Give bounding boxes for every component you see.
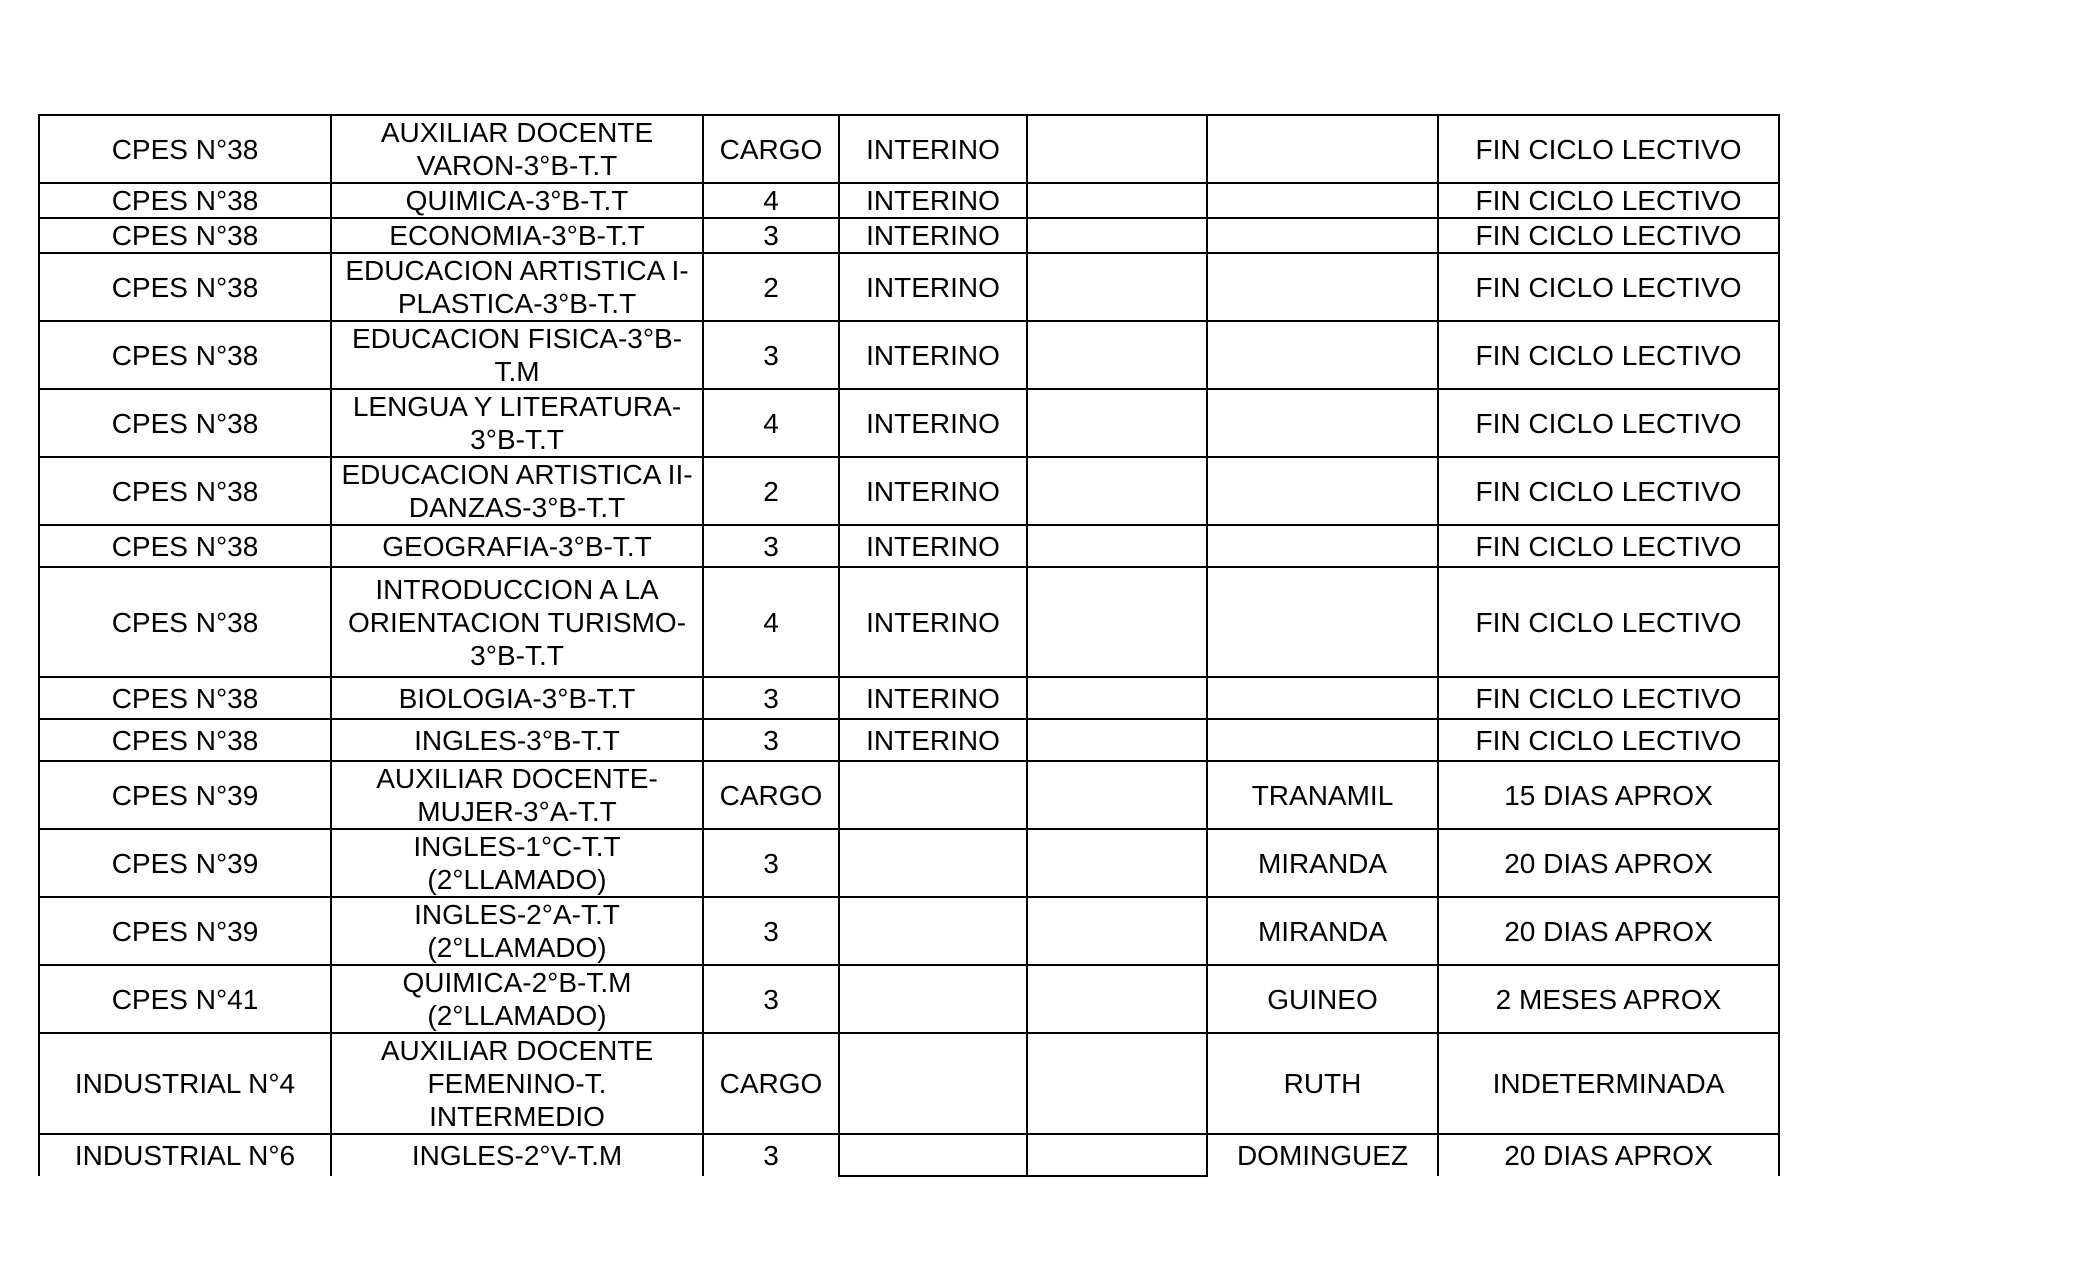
table-row <box>39 829 1779 897</box>
status-cell <box>839 965 1027 1033</box>
hours-cell: 3 <box>703 677 839 719</box>
table-row <box>39 321 1779 389</box>
subject-cell: AUXILIAR DOCENTE- MUJER-3°A-T.T <box>331 761 703 829</box>
hours-cell: 3 <box>703 719 839 761</box>
empty-cell <box>1027 761 1207 829</box>
empty-cell <box>1027 677 1207 719</box>
school-cell: CPES N°38 <box>39 457 331 525</box>
subject-cell: INGLES-2°V-T.M <box>331 1134 703 1176</box>
school-cell: INDUSTRIAL N°4 <box>39 1033 331 1134</box>
hours-cell: 2 <box>703 253 839 321</box>
teacher-cell: MIRANDA <box>1207 829 1438 897</box>
teacher-cell <box>1207 719 1438 761</box>
empty-cell <box>1027 719 1207 761</box>
table-row <box>39 457 1779 525</box>
empty-cell <box>1027 1134 1207 1176</box>
table-row <box>39 183 1779 218</box>
table-body <box>39 115 1779 1176</box>
empty-cell <box>1027 567 1207 677</box>
empty-cell <box>1027 183 1207 218</box>
subject-cell: AUXILIAR DOCENTE FEMENINO-T. INTERMEDIO <box>331 1033 703 1134</box>
teacher-cell: DOMINGUEZ <box>1207 1134 1438 1176</box>
status-cell: INTERINO <box>839 115 1027 183</box>
teacher-cell <box>1207 253 1438 321</box>
hours-cell: 3 <box>703 1134 839 1176</box>
school-cell: CPES N°38 <box>39 115 331 183</box>
status-cell <box>839 1033 1027 1134</box>
duration-cell: FIN CICLO LECTIVO <box>1438 253 1779 321</box>
duration-cell: 20 DIAS APROX <box>1438 829 1779 897</box>
table-row <box>39 115 1779 183</box>
school-cell: CPES N°41 <box>39 965 331 1033</box>
duration-cell: 15 DIAS APROX <box>1438 761 1779 829</box>
spreadsheet-page <box>38 114 1778 1177</box>
status-cell: INTERINO <box>839 677 1027 719</box>
teacher-cell: TRANAMIL <box>1207 761 1438 829</box>
duration-cell: FIN CICLO LECTIVO <box>1438 677 1779 719</box>
duration-cell: FIN CICLO LECTIVO <box>1438 321 1779 389</box>
table-row <box>39 389 1779 457</box>
hours-cell: 3 <box>703 829 839 897</box>
school-cell: CPES N°38 <box>39 719 331 761</box>
hours-cell: 2 <box>703 457 839 525</box>
status-cell: INTERINO <box>839 719 1027 761</box>
subject-cell: LENGUA Y LITERATURA- 3°B-T.T <box>331 389 703 457</box>
hours-cell: CARGO <box>703 115 839 183</box>
duration-cell: FIN CICLO LECTIVO <box>1438 183 1779 218</box>
school-cell: CPES N°39 <box>39 897 331 965</box>
empty-cell <box>1027 253 1207 321</box>
status-cell: INTERINO <box>839 525 1027 567</box>
school-cell: CPES N°38 <box>39 321 331 389</box>
hours-cell: 3 <box>703 321 839 389</box>
status-cell <box>839 897 1027 965</box>
teacher-cell: GUINEO <box>1207 965 1438 1033</box>
table-row <box>39 761 1779 829</box>
duration-cell: FIN CICLO LECTIVO <box>1438 389 1779 457</box>
status-cell: INTERINO <box>839 321 1027 389</box>
hours-cell: CARGO <box>703 1033 839 1134</box>
hours-cell: 3 <box>703 897 839 965</box>
empty-cell <box>1027 1033 1207 1134</box>
table-row <box>39 965 1779 1033</box>
vacancy-table <box>38 114 1780 1177</box>
empty-cell <box>1027 965 1207 1033</box>
empty-cell <box>1027 389 1207 457</box>
empty-cell <box>1027 218 1207 253</box>
teacher-cell <box>1207 321 1438 389</box>
empty-cell <box>1027 829 1207 897</box>
status-cell: INTERINO <box>839 389 1027 457</box>
empty-cell <box>1027 897 1207 965</box>
school-cell: CPES N°38 <box>39 567 331 677</box>
subject-cell: EDUCACION ARTISTICA II- DANZAS-3°B-T.T <box>331 457 703 525</box>
subject-cell: AUXILIAR DOCENTE VARON-3°B-T.T <box>331 115 703 183</box>
school-cell: CPES N°38 <box>39 218 331 253</box>
table-row <box>39 525 1779 567</box>
school-cell: CPES N°38 <box>39 677 331 719</box>
status-cell: INTERINO <box>839 218 1027 253</box>
teacher-cell <box>1207 525 1438 567</box>
school-cell: INDUSTRIAL N°6 <box>39 1134 331 1176</box>
duration-cell: FIN CICLO LECTIVO <box>1438 719 1779 761</box>
empty-cell <box>1027 321 1207 389</box>
teacher-cell <box>1207 389 1438 457</box>
table-row <box>39 1033 1779 1134</box>
status-cell <box>839 1134 1027 1176</box>
subject-cell: GEOGRAFIA-3°B-T.T <box>331 525 703 567</box>
table-row <box>39 1134 1779 1176</box>
school-cell: CPES N°39 <box>39 761 331 829</box>
school-cell: CPES N°38 <box>39 389 331 457</box>
subject-cell: INGLES-2°A-T.T (2°LLAMADO) <box>331 897 703 965</box>
status-cell <box>839 761 1027 829</box>
subject-cell: INGLES-3°B-T.T <box>331 719 703 761</box>
empty-cell <box>1027 115 1207 183</box>
duration-cell: 20 DIAS APROX <box>1438 897 1779 965</box>
table-row <box>39 719 1779 761</box>
duration-cell: INDETERMINADA <box>1438 1033 1779 1134</box>
status-cell: INTERINO <box>839 253 1027 321</box>
table-row <box>39 253 1779 321</box>
status-cell <box>839 829 1027 897</box>
subject-cell: BIOLOGIA-3°B-T.T <box>331 677 703 719</box>
subject-cell: INTRODUCCION A LA ORIENTACION TURISMO- 3°B-T.T <box>331 567 703 677</box>
subject-cell: ECONOMIA-3°B-T.T <box>331 218 703 253</box>
school-cell: CPES N°38 <box>39 525 331 567</box>
duration-cell: 2 MESES APROX <box>1438 965 1779 1033</box>
duration-cell: FIN CICLO LECTIVO <box>1438 457 1779 525</box>
empty-cell <box>1027 525 1207 567</box>
hours-cell: 3 <box>703 965 839 1033</box>
hours-cell: 3 <box>703 525 839 567</box>
table-row <box>39 567 1779 677</box>
teacher-cell <box>1207 457 1438 525</box>
duration-cell: FIN CICLO LECTIVO <box>1438 525 1779 567</box>
teacher-cell: RUTH <box>1207 1033 1438 1134</box>
duration-cell: FIN CICLO LECTIVO <box>1438 115 1779 183</box>
duration-cell: FIN CICLO LECTIVO <box>1438 567 1779 677</box>
status-cell: INTERINO <box>839 183 1027 218</box>
duration-cell: FIN CICLO LECTIVO <box>1438 218 1779 253</box>
subject-cell: INGLES-1°C-T.T (2°LLAMADO) <box>331 829 703 897</box>
teacher-cell <box>1207 677 1438 719</box>
empty-cell <box>1027 457 1207 525</box>
hours-cell: 3 <box>703 218 839 253</box>
hours-cell: CARGO <box>703 761 839 829</box>
duration-cell: 20 DIAS APROX <box>1438 1134 1779 1176</box>
status-cell: INTERINO <box>839 567 1027 677</box>
teacher-cell <box>1207 567 1438 677</box>
subject-cell: EDUCACION FISICA-3°B- T.M <box>331 321 703 389</box>
subject-cell: QUIMICA-2°B-T.M (2°LLAMADO) <box>331 965 703 1033</box>
table-row <box>39 677 1779 719</box>
teacher-cell <box>1207 218 1438 253</box>
table-row <box>39 897 1779 965</box>
teacher-cell <box>1207 183 1438 218</box>
subject-cell: EDUCACION ARTISTICA I- PLASTICA-3°B-T.T <box>331 253 703 321</box>
school-cell: CPES N°38 <box>39 253 331 321</box>
hours-cell: 4 <box>703 567 839 677</box>
hours-cell: 4 <box>703 389 839 457</box>
table-row <box>39 218 1779 253</box>
hours-cell: 4 <box>703 183 839 218</box>
teacher-cell <box>1207 115 1438 183</box>
teacher-cell: MIRANDA <box>1207 897 1438 965</box>
subject-cell: QUIMICA-3°B-T.T <box>331 183 703 218</box>
school-cell: CPES N°38 <box>39 183 331 218</box>
school-cell: CPES N°39 <box>39 829 331 897</box>
status-cell: INTERINO <box>839 457 1027 525</box>
